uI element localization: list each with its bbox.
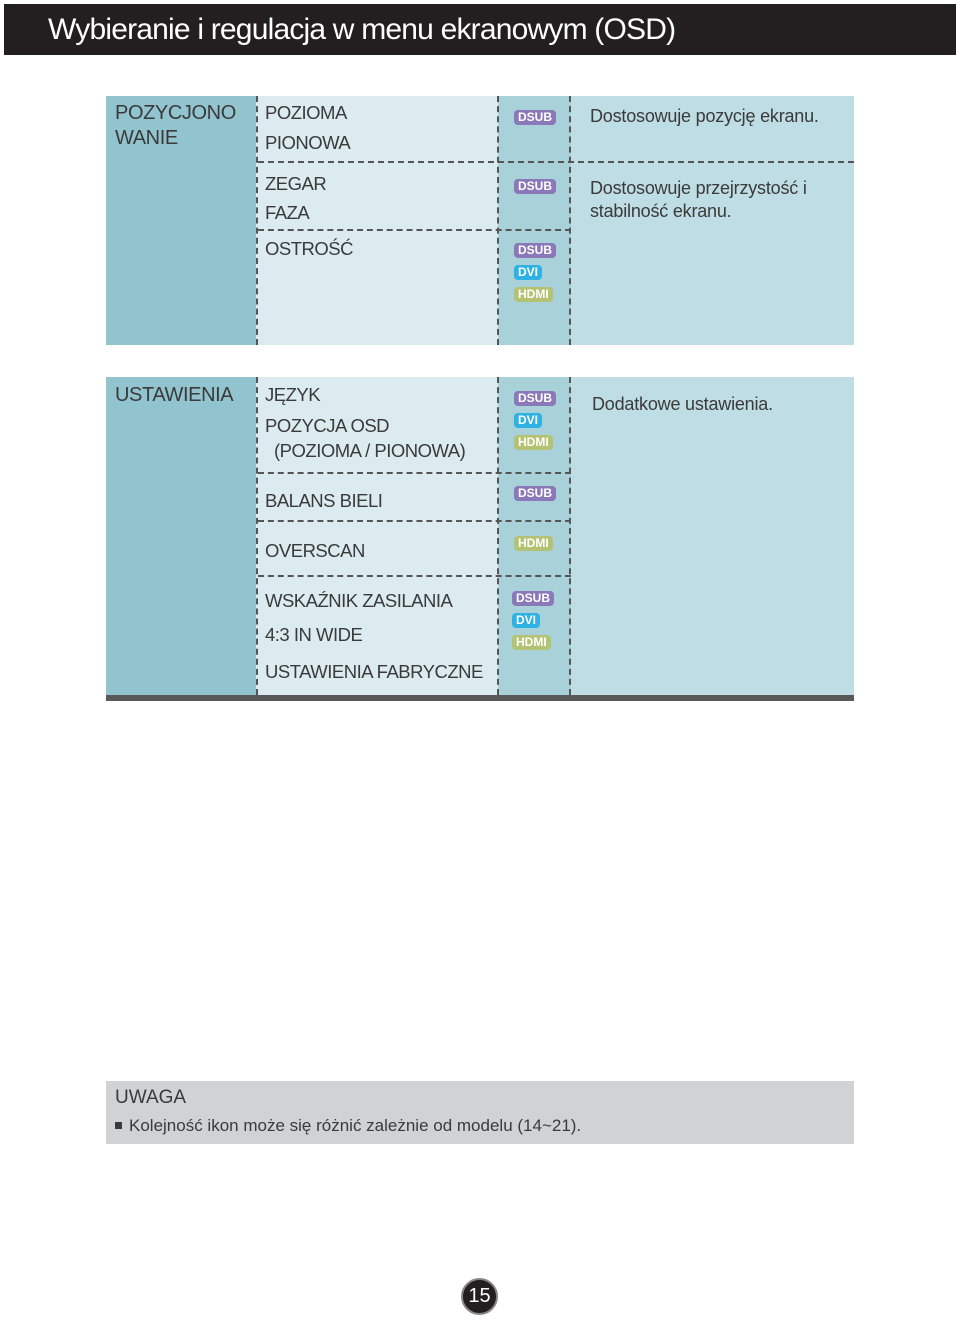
menu-item-vertical: PIONOWA [265,132,351,153]
page-title: Wybieranie i regulacja w menu ekranowym (OSD) [48,13,676,46]
dsub-badge: DSUB [512,591,554,606]
osd-table-positioning [106,96,854,345]
menu-item-power-indicator: WSKAŹNIK ZASILANIA [265,590,453,611]
description-position: Dostosowuje pozycję ekranu. [590,106,819,126]
menu-item-clock: ZEGAR [265,173,327,194]
page-number: 15 [461,1278,498,1315]
column-divider [569,96,571,345]
hdmi-badge: HDMI [514,536,553,551]
badges-column [498,96,571,345]
dsub-badge: DSUB [514,243,556,258]
osd-table-settings [106,377,854,701]
hdmi-badge: HDMI [512,635,551,650]
row-divider [258,575,571,577]
description-clarity [590,177,807,223]
column-divider [256,96,258,345]
dsub-badge: DSUB [514,486,556,501]
menu-column [106,377,256,701]
dvi-badge: DVI [514,265,542,280]
menu-item-language: JĘZYK [265,384,321,405]
menu-title-line: WANIE [115,127,178,149]
row-divider [258,472,571,474]
description-additional-settings: Dodatkowe ustawienia. [592,394,773,414]
note-text: Kolejność ikon może się różnić zależnie od modelu (14~21). [129,1116,582,1135]
bullet-icon [115,1122,122,1129]
row-divider [258,229,571,231]
column-divider [497,377,499,695]
dsub-badge: DSUB [514,110,556,125]
menu-title-positioning [115,101,236,151]
row-divider [258,161,854,163]
dvi-badge: DVI [512,613,540,628]
description-line: stabilność ekranu. [590,201,732,221]
menu-item-osd-position-sub: (POZIOMA / PIONOWA) [274,440,466,461]
menu-item-osd-position: POZYCJA OSD [265,415,390,436]
note-title: UWAGA [115,1087,187,1108]
menu-item-phase: FAZA [265,202,310,223]
menu-title-line: POZYCJONO [115,102,236,124]
dvi-badge: DVI [514,413,542,428]
menu-item-white-balance: BALANS BIELI [265,490,383,511]
page-header [4,4,956,55]
menu-item-factory-reset: USTAWIENIA FABRYCZNE [265,661,483,682]
note-box [106,1081,854,1144]
dsub-badge: DSUB [514,179,556,194]
hdmi-badge: HDMI [514,435,553,450]
column-divider [569,377,571,695]
menu-item-overscan: OVERSCAN [265,540,365,561]
row-divider [258,520,571,522]
menu-item-sharpness: OSTROŚĆ [265,238,353,259]
menu-title-settings: USTAWIENIA [115,384,234,406]
column-divider [497,96,499,345]
note-item [115,1116,581,1136]
column-divider [256,377,258,695]
description-line: Dostosowuje przejrzystość i [590,178,807,198]
hdmi-badge: HDMI [514,287,553,302]
menu-item-horizontal: POZIOMA [265,102,347,123]
menu-item-4-3-in-wide: 4:3 IN WIDE [265,624,363,645]
dsub-badge: DSUB [514,391,556,406]
table-bottom-bar [106,695,854,701]
